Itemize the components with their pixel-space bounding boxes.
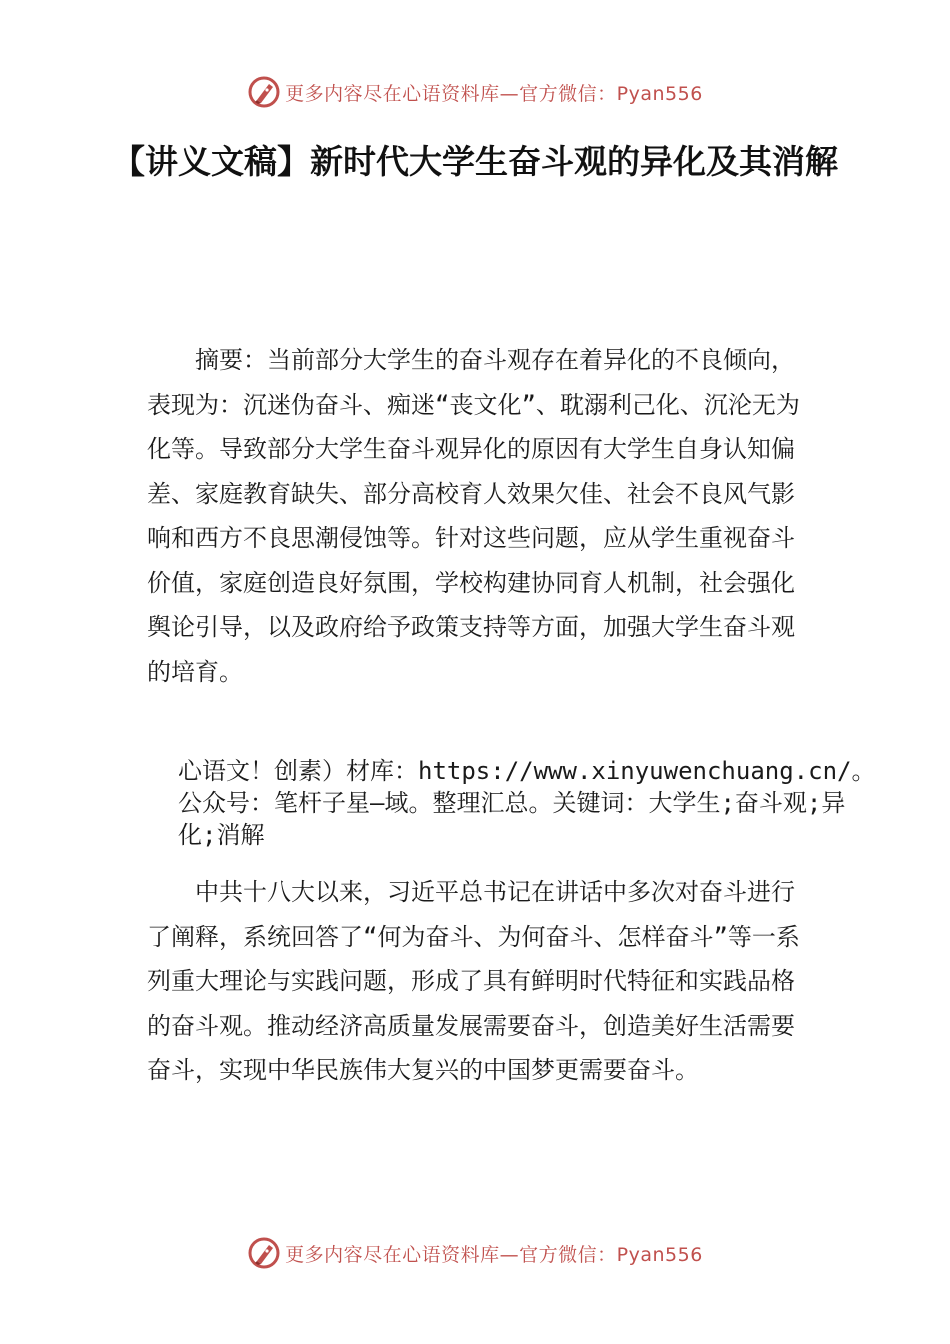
fountain-pen-logo-icon: [247, 75, 281, 109]
footer-banner-text: 更多内容尽在心语资料库—官方微信：Pyan556: [285, 1243, 703, 1266]
abstract-paragraph: 摘要：当前部分大学生的奋斗观存在着异化的不良倾向，表现为：沉迷伪奋斗、痴迷“丧文化”、耽溺利己化、沉沦无为化等。导致部分大学生奋斗观异化的原因有大学生自身认知偏差、家庭教育缺失、部分高校育人效果欠佳、社会不良风气影响和西方不良思潮侵蚀等。针对这些问题，应从学生重视奋斗价值，家庭创造良好氛围，学校构建协同育人机制，社会强化舆论引导，以及政府给予政策支持等方面，加强大学生奋斗观的培育。: [147, 346, 800, 686]
header-banner: [0, 72, 950, 112]
header-banner-text: 更多内容尽在心语资料库—官方微信：Pyan556: [285, 82, 703, 105]
body-paragraph: 中共十八大以来，习近平总书记在讲话中多次对奋斗进行了阐释，系统回答了“何为奋斗、为何奋斗、怎样奋斗”等一系列重大理论与实践问题，形成了具有鲜明时代特征和实践品格的奋斗观。推动经济高质量发展需要奋斗，创造美好生活需要奋斗，实现中华民族伟大复兴的中国梦更需要奋斗。: [147, 878, 800, 1084]
footer-banner: [0, 1233, 950, 1273]
fountain-pen-logo-icon: [247, 1236, 281, 1270]
document-title: 【讲义文稿】新时代大学生奋斗观的异化及其消解: [112, 142, 838, 181]
keywords-block: 心语文！创素）材库：https://www.xinyuwenchuang.cn/。公众号：笔杆子星—域。整理汇总。关键词：大学生;奋斗观;异化;消解: [178, 757, 876, 849]
